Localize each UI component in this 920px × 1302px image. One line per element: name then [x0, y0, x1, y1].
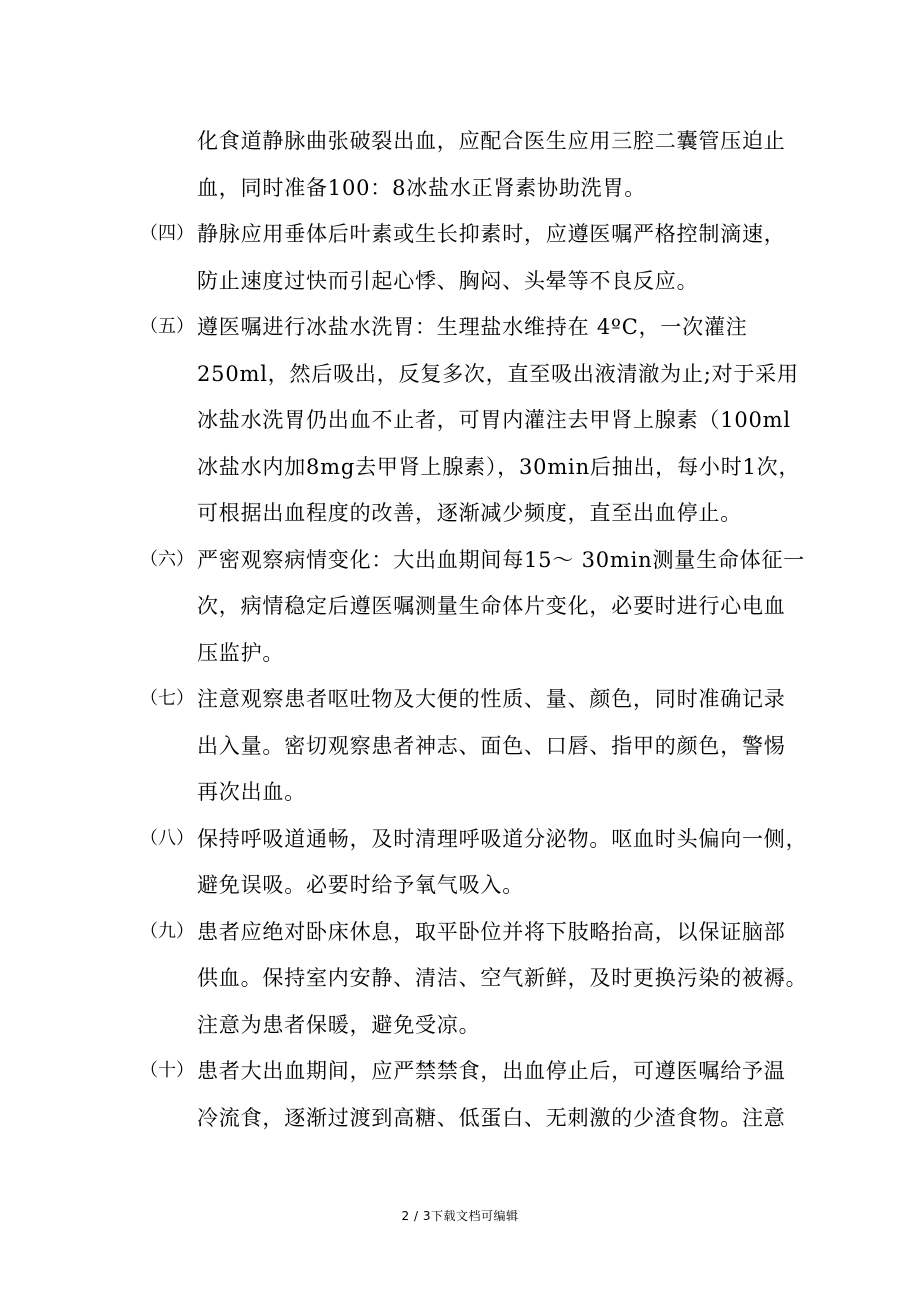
item-line: 冰盐水内加8mg去甲肾上腺素），30min后抽出，每小时1次， [197, 454, 801, 479]
item-line: 严密观察病情变化：大出血期间每15～ 30min测量生命体征一 [197, 547, 806, 572]
item-line: 患者大出血期间，应严禁禁食，出血停止后，可遵医嘱给予温 [197, 1059, 786, 1083]
item-line: 冷流食，逐渐过渡到高糖、低蛋白、无刺激的少渣食物。注意 [197, 1105, 786, 1130]
item-line: 遵医嘱进行冰盐水洗胃：生理盐水维持在 4ºC，一次灌注 [197, 315, 748, 339]
item-label: （十） [140, 1060, 194, 1081]
item-line: 防止速度过快而引起心悸、胸闷、头晕等不良反应。 [197, 268, 699, 293]
document-body [140, 118, 808, 1141]
item-line-row [140, 258, 800, 305]
intro-line-text: 化食道静脉曲张破裂出血，应配合医生应用三腔二囊管压迫止 [197, 129, 786, 153]
item-label: （四） [140, 223, 194, 244]
item-line-row [140, 351, 800, 398]
item-line-row [140, 1002, 800, 1049]
item-line-row [140, 955, 808, 1002]
list-item-5 [140, 304, 800, 351]
intro-line-text: 血，同时准备100：8冰盐水正肾素协助洗胃。 [197, 175, 647, 200]
item-line: 静脉应用垂体后叶素或生长抑素时，应遵医嘱严格控制滴速， [197, 222, 786, 246]
item-line: 避免误吸。必要时给予氧气吸入。 [197, 873, 524, 897]
item-line: 注意观察患者呕吐物及大便的性质、量、颜色，同时准确记录 [197, 687, 786, 711]
item-label: （八） [140, 827, 194, 849]
item-label: （九） [140, 920, 194, 942]
item-line-row [140, 397, 800, 444]
item-label: （六） [140, 548, 194, 570]
item-line: 可根据出血程度的改善，逐渐减少频度，直至出血停止。 [197, 501, 742, 525]
list-item-8 [140, 816, 808, 863]
list-item-6 [140, 537, 806, 584]
list-item-4 [140, 211, 800, 258]
item-label: （五） [140, 316, 194, 337]
list-item-9 [140, 909, 800, 956]
item-line-row [140, 490, 800, 537]
item-line: 冰盐水洗胃仍出血不止者，可胃内灌注去甲肾上腺素（100ml [197, 408, 791, 432]
item-line: 压监护。 [197, 640, 285, 665]
item-line: 供血。保持室内安静、清洁、空气新鲜，及时更换污染的被褥。 [197, 966, 808, 990]
item-line-row [140, 444, 800, 491]
page-footer: 2 / 3下载文档可编辑 [401, 1209, 519, 1223]
item-line-row [140, 769, 800, 816]
item-line: 再次出血。 [197, 780, 306, 804]
item-line: 出入量。密切观察患者神志、面色、口唇、指甲的颜色，警惕 [197, 733, 786, 758]
item-line: 患者应绝对卧床休息，取平卧位并将下肢略抬高，以保证脑部 [197, 919, 786, 944]
list-item-7 [140, 676, 800, 723]
intro-line [140, 118, 800, 165]
list-item-10 [140, 1048, 800, 1095]
item-line: 次，病情稳定后遵医嘱测量生命体片变化，必要时进行心电血 [197, 594, 786, 618]
item-label: （七） [140, 688, 194, 709]
item-line-row [140, 1095, 800, 1142]
intro-line [140, 165, 800, 212]
item-line-row [140, 583, 800, 630]
item-line: 保持呼吸道通畅，及时清理呼吸道分泌物。呕血时头偏向一侧， [197, 826, 808, 851]
item-line-row [140, 723, 800, 770]
item-line: 250ml，然后吸出，反复多次，直至吸出液清澈为止;对于采用 [197, 361, 799, 386]
item-line: 注意为患者保暖，避免受凉。 [197, 1012, 481, 1037]
item-line-row [140, 630, 800, 677]
item-line-row [140, 862, 800, 909]
